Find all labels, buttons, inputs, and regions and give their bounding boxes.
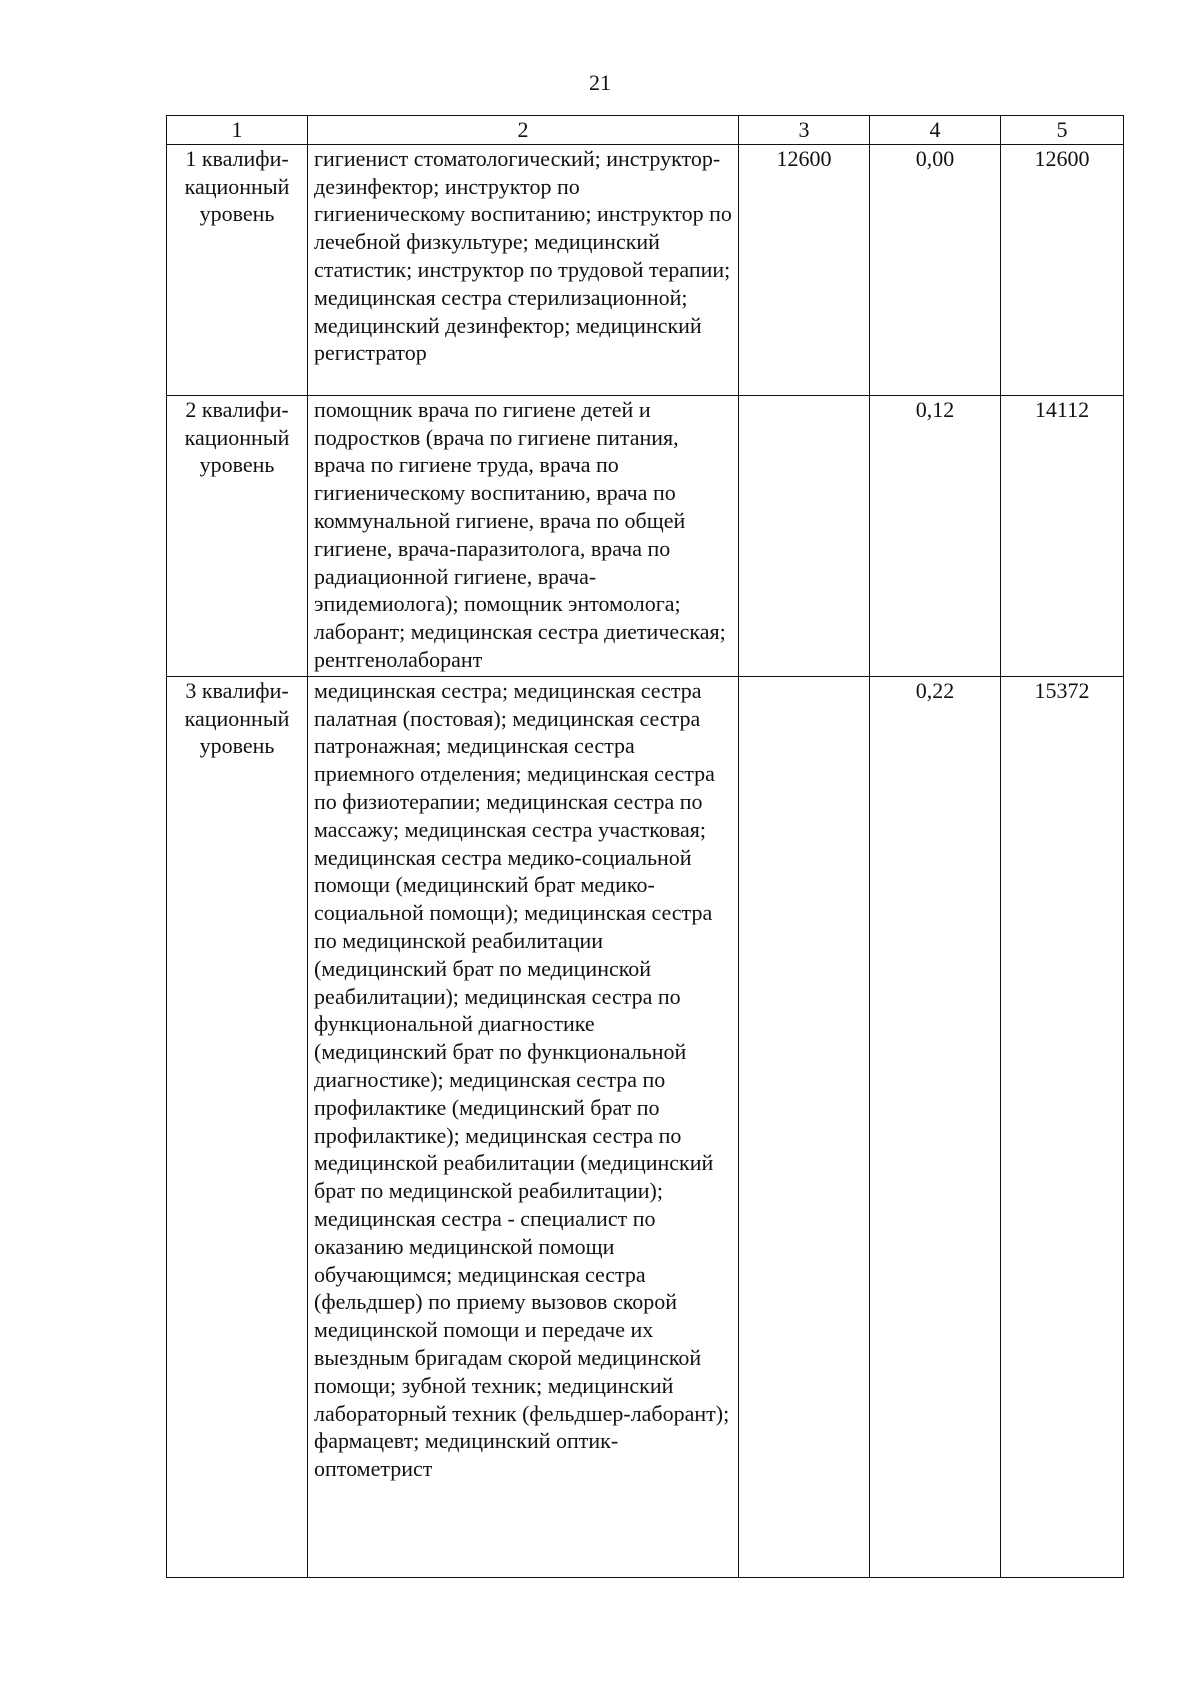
- base-salary: 12600: [739, 144, 870, 395]
- qualification-level: 1 квалифи- кационный уровень: [167, 144, 308, 395]
- positions-list: медицинская сестра; медицинская сестра палатная (постовая); медицинская сестра патронажная; медицинская сестра приемного отделения; медицинская сестра по физиотерапии; медицинская сестра по массажу; медицинская сестра участковая; медицинская сестра медико-социальной помощи (медицинский брат медико-социальной помощи); медицинская сестра по медицинской реабилитации (медицинский брат по медицинской реабилитации); медицинская сестра по функциональной диагностике (медицинский брат по функциональной диагностике); медицинская сестра по профилактике (медицинский брат по профилактике); медицинская сестра по медицинской реабилитации (медицинский брат по медицинской реабилитации); медицинская сестра - специалист по оказанию медицинской помощи обучающимся; медицинская сестра (фельдшер) по приему вызовов скорой медицинской помощи и передаче их выездным бригадам скорой медицинской помощи; зубной техник; медицинский лабораторный техник (фельдшер-лаборант); фармацевт; медицинский оптик-оптометрист: [308, 676, 739, 1577]
- header-cell: 3: [739, 116, 870, 145]
- qualification-level: 2 квалифи- кационный уровень: [167, 395, 308, 676]
- positions-list: гигиенист стоматологический; инструктор-дезинфектор; инструктор по гигиеническому воспитанию; инструктор по лечебной физкультуре; медицинский статистик; инструктор по трудовой терапии; медицинская сестра стерилизационной; медицинский дезинфектор; медицинский регистратор: [308, 144, 739, 395]
- salary: 15372: [1001, 676, 1124, 1577]
- coefficient: 0,00: [870, 144, 1001, 395]
- qualification-level: 3 квалифи- кационный уровень: [167, 676, 308, 1577]
- table-row: [167, 676, 1124, 1577]
- salary-table: [166, 115, 1124, 1578]
- base-salary: [739, 676, 870, 1577]
- table-row: [167, 144, 1124, 395]
- header-cell: 4: [870, 116, 1001, 145]
- salary: 14112: [1001, 395, 1124, 676]
- table-row: [167, 395, 1124, 676]
- page-number: 21: [589, 70, 611, 95]
- header-cell: 5: [1001, 116, 1124, 145]
- base-salary: [739, 395, 870, 676]
- positions-list: помощник врача по гигиене детей и подростков (врача по гигиене питания, врача по гигиене труда, врача по гигиеническому воспитанию, врача по коммунальной гигиене, врача по общей гигиене, врача-паразитолога, врача по радиационной гигиене, врача-эпидемиолога); помощник энтомолога; лаборант; медицинская сестра диетическая; рентгенолаборант: [308, 395, 739, 676]
- header-cell: 1: [167, 116, 308, 145]
- salary: 12600: [1001, 144, 1124, 395]
- header-cell: 2: [308, 116, 739, 145]
- coefficient: 0,12: [870, 395, 1001, 676]
- coefficient: 0,22: [870, 676, 1001, 1577]
- table-header-row: [167, 116, 1124, 145]
